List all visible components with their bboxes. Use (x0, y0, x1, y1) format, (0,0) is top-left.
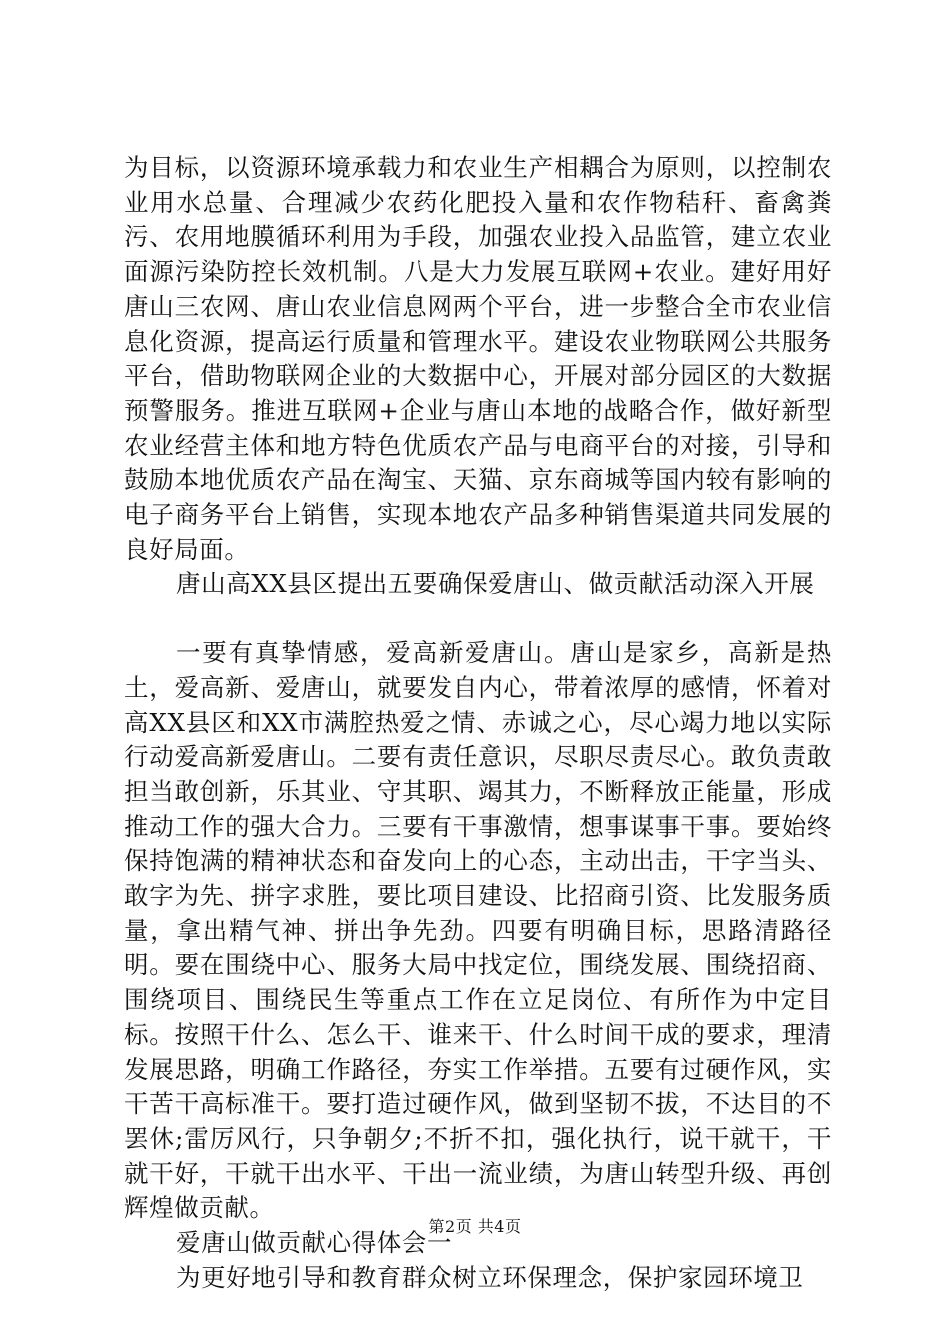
body-paragraph: 一要有真挚情感，爱高新爱唐山。唐山是家乡，高新是热土，爱高新、爱唐山，就要发自内心，带着浓厚的感情，怀着对高XX县区和XX市满腔热爱之情、赤诚之心，尽心竭力地以实际行动爱高新爱唐山。二要有责任意识，尽职尽责尽心。敢负责敢担当敢创新，乐其业、守其职、竭其力，不断释放正能量，形成推动工作的强大合力。三要有干事激情，想事谋事干事。要始终保持饱满的精神状态和奋发向上的心态，主动出击，干字当头、敢字为先、拼字求胜，要比项目建设、比招商引资、比发服务质量，拿出精气神、拼出争先劲。四要有明确目标，思路清路径明。要在围绕中心、服务大局中找定位，围绕发展、围绕招商、围绕项目、围绕民生等重点工作在立足岗位、有所作为中定目标。按照干什么、怎么干、谁来干、什么时间干成的要求，理清发展思路，明确工作路径，夯实工作举措。五要有过硬作风，实干苦干高标准干。要打造过硬作风，做到坚韧不拔，不达目的不罢休;雷厉风行，只争朝夕;不折不扣，强化执行，说干就干，干就干好，干就干出水平、干出一流业绩，为唐山转型升级、再创辉煌做贡献。 (124, 638, 832, 1223)
section-heading: 爱唐山做贡献心得体会一 (176, 1228, 453, 1258)
document-body (124, 151, 832, 1296)
page-footer: 第2页 共4页 (428, 1217, 522, 1236)
body-paragraph: 为目标，以资源环境承载力和农业生产相耦合为原则，以控制农业用水总量、合理减少农药化肥投入量和农作物秸秆、畜禽粪污、农用地膜循环利用为手段，加强农业投入品监管，建立农业面源污染防控长效机制。八是大力发展互联网+农业。建好用好唐山三农网、唐山农业信息网两个平台，进一步整合全市农业信息化资源，提高运行质量和管理水平。建设农业物联网公共服务平台，借助物联网企业的大数据中心，开展对部分园区的大数据预警服务。推进互联网+企业与唐山本地的战略合作，做好新型农业经营主体和地方特色优质农产品与电商平台的对接，引导和鼓励本地优质农产品在淘宝、天猫、京东商城等国内较有影响的电子商务平台上销售，实现本地农产品多种销售渠道共同发展的良好局面。 (124, 153, 832, 564)
section-heading: 唐山高XX县区提出五要确保爱唐山、做贡献活动深入开展 (176, 569, 815, 599)
body-paragraph: 为更好地引导和教育群众树立环保理念，保护家园环境卫 (176, 1262, 804, 1292)
blank-line (124, 602, 832, 636)
